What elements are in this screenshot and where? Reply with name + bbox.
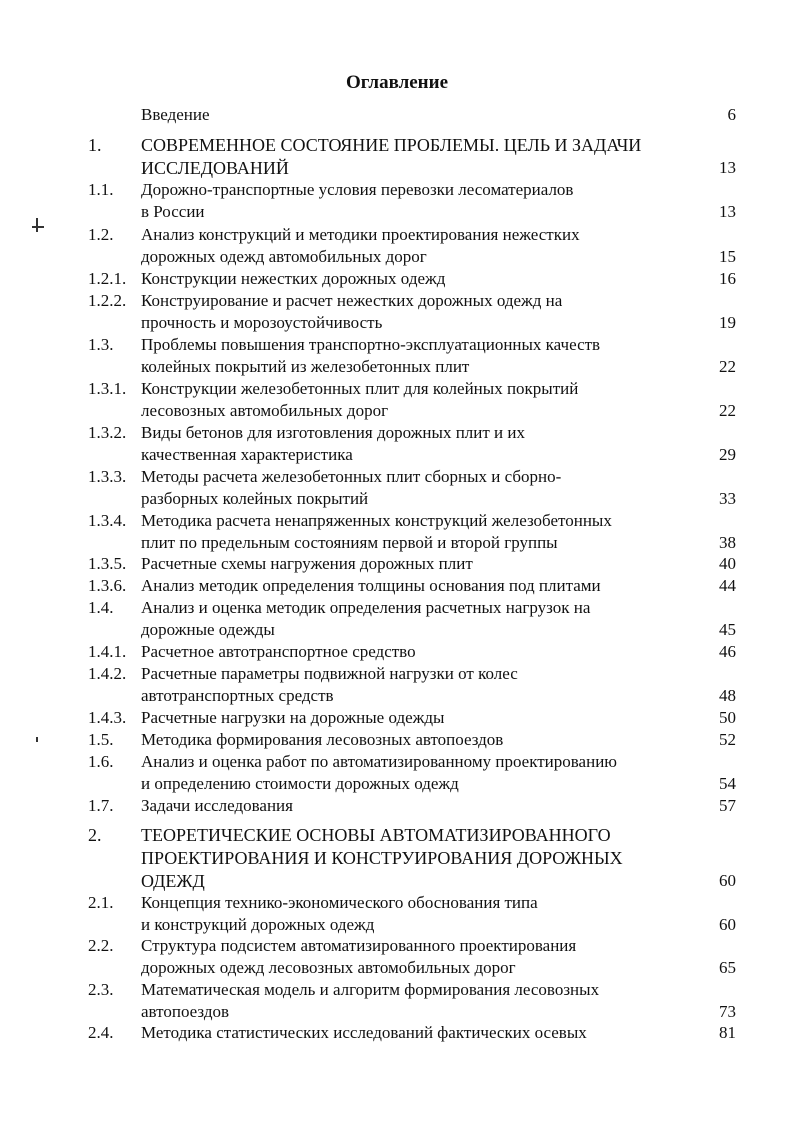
- toc-line: Анализ и оценка работ по автоматизированному проектированию: [141, 752, 617, 771]
- toc-line: Конструирование и расчет нежестких дорожных одежд на: [141, 291, 563, 310]
- toc-number: 1.3.: [88, 335, 114, 354]
- toc-line: Конструкции железобетонных плит для колейных покрытий: [141, 379, 579, 398]
- toc-number: 1.6.: [88, 752, 114, 771]
- toc-number: 1.4.1.: [88, 642, 127, 661]
- toc-line: Виды бетонов для изготовления дорожных плит и их: [141, 423, 525, 442]
- toc-line: прочность и морозоустойчивость: [141, 313, 383, 332]
- toc-number: 2.4.: [88, 1023, 114, 1042]
- toc-line: дорожных одежд лесовозных автомобильных дорог: [141, 958, 516, 977]
- toc-line: автотранспортных средств: [141, 686, 334, 705]
- toc-line: Проблемы повышения транспортно-эксплуатационных качеств: [141, 335, 601, 354]
- toc-line: Структура подсистем автоматизированного проектирования: [141, 936, 577, 955]
- toc-page: 19: [719, 313, 736, 332]
- toc-page: 15: [719, 247, 736, 266]
- toc-line: Расчетные параметры подвижной нагрузки от колес: [141, 664, 518, 683]
- toc-line: автопоездов: [141, 1002, 229, 1021]
- toc-page: 81: [719, 1023, 736, 1042]
- toc-number: 1.3.1.: [88, 379, 127, 398]
- toc-line: Расчетные нагрузки на дорожные одежды: [141, 708, 445, 727]
- toc-page: 33: [719, 489, 736, 508]
- toc-line: Методика расчета ненапряженных конструкций железобетонных: [141, 511, 612, 530]
- toc-page: 50: [719, 708, 736, 727]
- toc-number: 1.7.: [88, 796, 114, 815]
- toc-number: 1.2.2.: [88, 291, 127, 310]
- toc-line: Математическая модель и алгоритм формирования лесовозных: [141, 980, 600, 999]
- toc-page: 45: [719, 620, 736, 639]
- toc-number: 1.4.: [88, 598, 114, 617]
- toc-line: СОВРЕМЕННОЕ СОСТОЯНИЕ ПРОБЛЕМЫ. ЦЕЛЬ И ЗАДАЧИ: [141, 135, 642, 155]
- toc-line: лесовозных автомобильных дорог: [141, 401, 389, 420]
- toc-line: Анализ методик определения толщины основания под плитами: [141, 576, 601, 595]
- page-title: Оглавление: [345, 72, 449, 93]
- toc-line: Конструкции нежестких дорожных одежд: [141, 269, 446, 288]
- toc-number: 1.: [88, 135, 102, 155]
- toc-number: 1.1.: [88, 180, 114, 199]
- toc-line: ОДЕЖД: [141, 871, 205, 891]
- scan-mark: [32, 226, 44, 228]
- toc-number: 1.3.4.: [88, 511, 127, 530]
- toc-page: 46: [719, 642, 736, 661]
- toc-number: 1.5.: [88, 730, 114, 749]
- toc-page: 52: [719, 730, 736, 749]
- toc-line: разборных колейных покрытий: [141, 489, 369, 508]
- toc-line: Расчетное автотранспортное средство: [141, 642, 416, 661]
- toc-line: в России: [141, 202, 205, 221]
- toc-number: 1.3.2.: [88, 423, 127, 442]
- toc-line: Методы расчета железобетонных плит сборных и сборно-: [141, 467, 562, 486]
- scan-mark: [36, 218, 38, 232]
- toc-line: и конструкций дорожных одежд: [141, 915, 375, 934]
- scan-mark: [36, 737, 38, 742]
- toc-page: 54: [719, 774, 736, 793]
- toc-line: Методика формирования лесовозных автопоездов: [141, 730, 504, 749]
- toc-page: 38: [719, 533, 736, 552]
- toc-page: 60: [719, 871, 736, 890]
- toc-line: Методика статистических исследований фактических осевых: [141, 1023, 587, 1042]
- toc-line: Концепция технико-экономического обоснования типа: [141, 893, 538, 912]
- toc-page: 6: [727, 105, 736, 124]
- toc-number: 1.4.3.: [88, 708, 127, 727]
- toc-number: 1.4.2.: [88, 664, 127, 683]
- toc-number: 2.1.: [88, 893, 114, 912]
- toc-page: 22: [719, 401, 736, 420]
- toc-line: ИССЛЕДОВАНИЙ: [141, 158, 289, 178]
- toc-number: 2.: [88, 825, 102, 845]
- toc-line: колейных покрытий из железобетонных плит: [141, 357, 470, 376]
- toc-page: 48: [719, 686, 736, 705]
- toc-line: и определению стоимости дорожных одежд: [141, 774, 459, 793]
- toc-number: 1.2.1.: [88, 269, 127, 288]
- toc-number: 1.2.: [88, 225, 114, 244]
- toc-number: 2.3.: [88, 980, 114, 999]
- toc-line: Анализ и оценка методик определения расчетных нагрузок на: [141, 598, 591, 617]
- toc-page: 44: [719, 576, 736, 595]
- toc-number: 2.2.: [88, 936, 114, 955]
- toc-number: 1.3.6.: [88, 576, 127, 595]
- toc-page: 40: [719, 554, 736, 573]
- toc-number: 1.3.5.: [88, 554, 127, 573]
- toc-page: 16: [719, 269, 736, 288]
- toc-line: плит по предельным состояниям первой и второй группы: [141, 533, 558, 552]
- toc-line: качественная характеристика: [141, 445, 353, 464]
- toc-line: дорожные одежды: [141, 620, 275, 639]
- toc-page: 13: [719, 158, 736, 177]
- toc-page: 22: [719, 357, 736, 376]
- toc-page: 57: [719, 796, 736, 815]
- toc-page: 60: [719, 915, 736, 934]
- toc-line: Расчетные схемы нагружения дорожных плит: [141, 554, 473, 573]
- toc-page: 29: [719, 445, 736, 464]
- toc-line: ПРОЕКТИРОВАНИЯ И КОНСТРУИРОВАНИЯ ДОРОЖНЫХ: [141, 848, 623, 868]
- toc-page: 65: [719, 958, 736, 977]
- toc-line: Дорожно-транспортные условия перевозки лесоматериалов: [141, 180, 574, 199]
- toc-line: Введение: [141, 105, 210, 124]
- toc-page: 73: [719, 1002, 736, 1021]
- toc-page: 13: [719, 202, 736, 221]
- toc-line: Задачи исследования: [141, 796, 293, 815]
- toc-line: Анализ конструкций и методики проектирования нежестких: [141, 225, 580, 244]
- toc-line: ТЕОРЕТИЧЕСКИЕ ОСНОВЫ АВТОМАТИЗИРОВАННОГО: [141, 825, 611, 845]
- toc-number: 1.3.3.: [88, 467, 127, 486]
- toc-line: дорожных одежд автомобильных дорог: [141, 247, 427, 266]
